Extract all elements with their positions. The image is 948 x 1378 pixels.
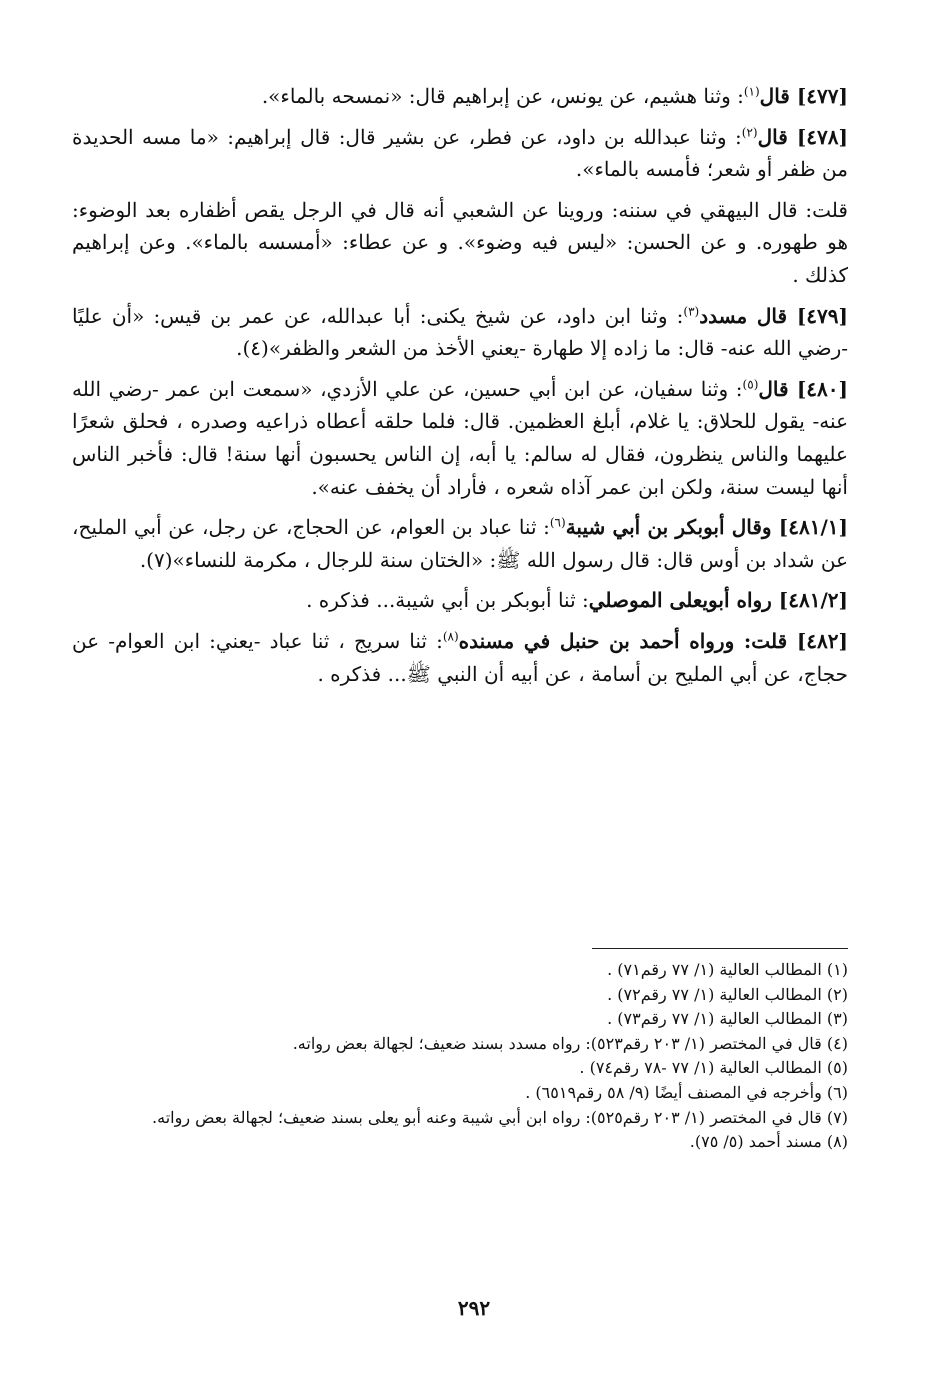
page-number: ٢٩٢ (457, 1296, 491, 1320)
narration-text: : وثنا هشيم، عن يونس، عن إبراهيم قال: «نمسحه بالماء». (261, 84, 744, 108)
paragraph-482 (72, 625, 848, 690)
footnote-divider (592, 948, 848, 949)
narration-text: : وثنا سفيان، عن ابن أبي حسين، عن علي الأزدي، «سمعت ابن عمر -رضي الله عنه- يقول للحلاق: يا غلام، أبلغ العظمين. قال: فلما حلقه أعطاه ذراعيه وصدره ، فحلق شعرًا عليهما والناس ينظرون، فقال له سالم: يا أبه، إن الناس يحسبون أنها سنة! قال: فأخبر الناس أنها ليست سنة، ولكن ابن عمر آذاه شعره ، فأراد أن يخفف عنه». (72, 376, 849, 499)
paragraph-commentary (72, 194, 848, 292)
footnote-marker: (٣) (683, 303, 700, 318)
footnotes (72, 958, 848, 1155)
paragraph-481-2 (72, 584, 848, 617)
footnote-marker: (١) (743, 84, 760, 99)
narration-heading: [٤٧٨] قال (757, 124, 848, 149)
commentary-text: قلت: قال البيهقي في سننه: وروينا عن الشعبي أنه قال في الرجل يقص أظفاره بعد الوضوء: هو طهوره. و عن الحسن: «ليس فيه وضوء». و عن عطاء: «أمسسه بالماء». وعن إبراهيم كذلك . (72, 197, 848, 287)
paragraph-480 (72, 373, 848, 503)
narration-text: : وثنا ابن داود، عن شيخ يكنى: أبا عبدالله، عن عمر بن قيس: «أن عليًا -رضي الله عنه- قال: ما زاده إلا طهارة -يعني الأخذ من الشعر والظفر»(٤). (72, 303, 848, 361)
footnote-item: (٧) قال في المختصر (١/ ٢٠٣ رقم٥٢٥): رواه ابن أبي شيبة وعنه أبو يعلى بسند ضعيف؛ لجهالة بعض رواته. (152, 1107, 848, 1127)
narration-heading: [٤٨٠] قال (758, 376, 848, 401)
narration-heading: [٤٧٩] قال مسدد (699, 303, 848, 328)
footnote-marker: (٥) (742, 377, 759, 392)
paragraph-477 (72, 80, 848, 113)
narration-heading: [٤٨١/١] وقال أبوبكر بن أبي شيبة (565, 515, 848, 540)
footnote-item: (٤) قال في المختصر (١/ ٢٠٣ رقم٥٢٣): رواه مسدد بسند ضعيف؛ لجهالة بعض رواته. (292, 1033, 848, 1053)
narration-heading: [٤٨٢] قلت: ورواه أحمد بن حنبل في مسنده (458, 628, 848, 653)
narration-text: : ثنا أبوبكر بن أبي شيبة... فذكره . (306, 588, 589, 613)
footnote-item: (٦) وأخرجه في المصنف أيضًا (٩/ ٥٨ رقم٦٥١٩) . (525, 1082, 848, 1102)
footnote-item: (١) المطالب العالية (١/ ٧٧ رقم٧١) . (607, 960, 848, 979)
footnote-item: (٥) المطالب العالية (١/ ٧٧ -٧٨ رقم٧٤) . (579, 1058, 848, 1078)
narration-text: : ثنا عباد بن العوام، عن الحجاج، عن رجل، عن أبي المليح، عن شداد بن أوس قال: قال رسول الله ﷺ: «الختان سنة للرجال ، مكرمة للنساء»(٧). (72, 515, 848, 572)
main-text (72, 80, 848, 690)
narration-heading: [٤٨١/٢] رواه أبويعلى الموصلي (588, 588, 848, 613)
paragraph-479 (72, 300, 848, 365)
footnote-item: (٨) مسند أحمد (٥/ ٧٥). (689, 1132, 848, 1152)
narration-text: : وثنا عبدالله بن داود، عن فطر، عن بشير قال: قال إبراهيم: «ما مسه الحديدة من ظفر أو شعر؛ فأمسه بالماء». (72, 124, 848, 182)
paragraph-478 (72, 121, 848, 186)
footnote-marker: (٢) (741, 124, 758, 139)
footnote-item: (٣) المطالب العالية (١/ ٧٧ رقم٧٣) . (607, 1009, 848, 1029)
narration-heading: [٤٧٧] قال (759, 84, 848, 108)
footnote-marker: (٨) (442, 629, 459, 644)
paragraph-481-1 (72, 511, 848, 576)
narration-text: : ثنا سريج ، ثنا عباد -يعني: ابن العوام- عن حجاج، عن أبي المليح بن أسامة ، عن أبيه أن النبي ﷺ... فذكره . (72, 628, 848, 686)
footnote-item: (٢) المطالب العالية (١/ ٧٧ رقم٧٢) . (607, 984, 848, 1004)
footnote-marker: (٦) (549, 515, 566, 530)
